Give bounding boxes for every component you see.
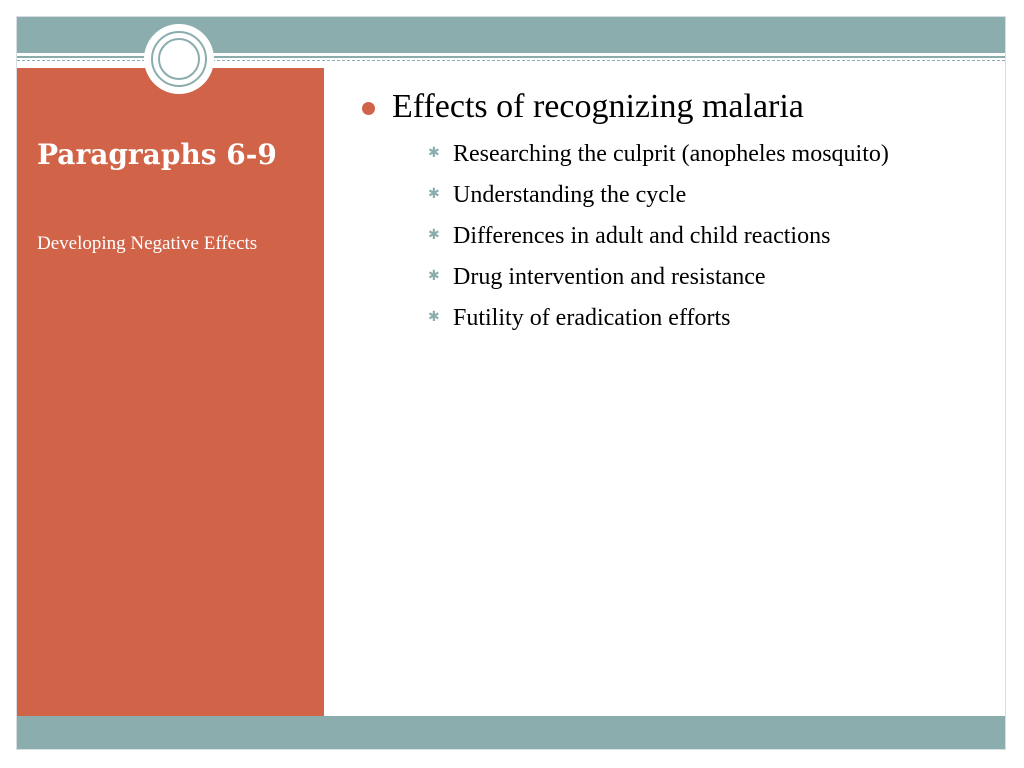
diamond-star-icon: ✱	[428, 269, 440, 284]
diamond-star-icon: ✱	[428, 310, 440, 325]
sub-bullet-text: Futility of eradication efforts	[453, 305, 731, 331]
bottom-band	[17, 716, 1005, 749]
slide-subtitle: Developing Negative Effects	[37, 233, 258, 254]
sub-bullet-text: Differences in adult and child reactions	[453, 223, 831, 249]
circle-ornament-icon	[144, 24, 214, 94]
diamond-star-icon: ✱	[428, 228, 440, 243]
bullet-dot-icon	[362, 102, 375, 115]
content-area	[362, 84, 982, 343]
diamond-star-icon: ✱	[428, 146, 440, 161]
sub-bullet-item	[428, 179, 982, 211]
sub-bullet-item	[428, 302, 982, 334]
sub-bullet-text: Drug intervention and resistance	[453, 264, 766, 290]
slide-title: Paragraphs 6-9	[37, 138, 277, 171]
sub-bullet-text: Researching the culprit (anopheles mosquito)	[453, 141, 889, 167]
ornament-inner-ring	[158, 38, 200, 80]
diamond-star-icon: ✱	[428, 187, 440, 202]
sub-bullet-item	[428, 261, 982, 293]
sub-bullet-text: Understanding the cycle	[453, 182, 687, 208]
sub-bullet-item	[428, 138, 982, 170]
sub-bullet-list	[428, 138, 982, 334]
ornament-outer-ring	[151, 31, 207, 87]
main-bullet-text: Effects of recognizing malaria	[392, 88, 804, 125]
sub-bullet-item	[428, 220, 982, 252]
main-bullet	[362, 84, 982, 130]
